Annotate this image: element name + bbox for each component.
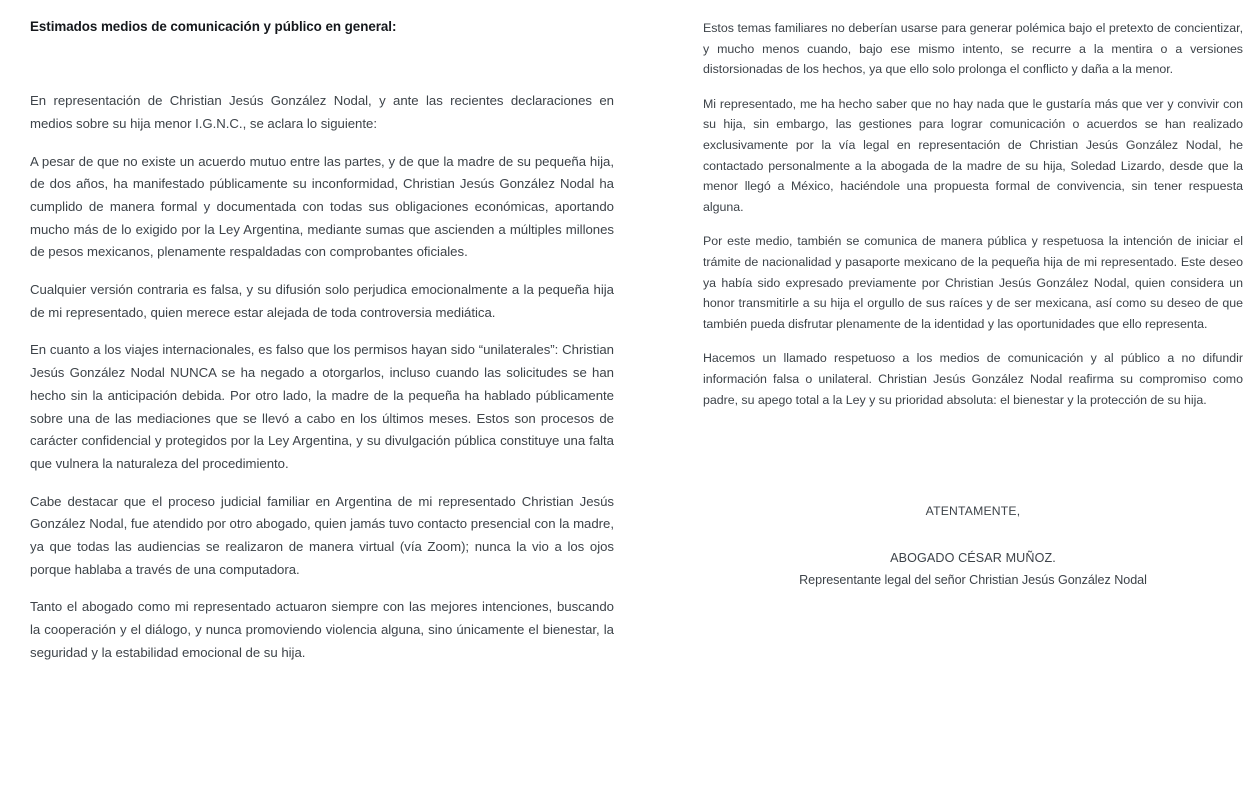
right-column (703, 0, 1243, 590)
paragraph: Tanto el abogado como mi representado actuaron siempre con las mejores intenciones, buscando la cooperación y el diálogo, y nunca promoviendo violencia alguna, sino únicamente el bienestar, la seguridad y la estabilidad emocional de su hija. (30, 599, 614, 660)
signature-name: ABOGADO CÉSAR MUÑOZ. (890, 550, 1056, 565)
paragraph: A pesar de que no existe un acuerdo mutuo entre las partes, y de que la madre de su pequeña hija, de dos años, ha manifestado públicamente su inconformidad, Christian Jesús González Nodal ha cumplido de manera formal y documentada con todas sus obligaciones económicas, aportando mucho más de lo exigido por la Ley Argentina, mediante sumas que ascienden a múltiples millones de pesos mexicanos, plenamente respaldadas con comprobantes oficiales. (30, 153, 614, 260)
paragraph: Por este medio, también se comunica de manera pública y respetuosa la intención de iniciar el trámite de nacionalidad y pasaporte mexicano de la pequeña hija de mi representado. Este deseo ya había sido expresado previamente por Christian Jesús González Nodal, quien considera un honor transmitirle a su hija el orgullo de sus raíces y de ser mexicana, así como su deseo de que también pueda disfrutar plenamente de la identidad y las oportunidades que ello representa. (703, 234, 1243, 331)
paragraph: Cabe destacar que el proceso judicial familiar en Argentina de mi representado Christian Jesús González Nodal, fue atendido por otro abogado, quien jamás tuvo contacto presencial con la madre, ya que todas las audiencias se realizaron de manera virtual (vía Zoom); nunca la vio a los ojos porque hablaba a través de una computadora. (30, 493, 614, 577)
paragraph: Hacemos un llamado respetuoso a los medios de comunicación y al público a no difundir información falsa o unilateral. Christian Jesús González Nodal reafirma su compromiso como padre, su apego total a la Ley y su prioridad absoluta: el bienestar y la protección de su hija. (703, 351, 1243, 407)
paragraph: En cuanto a los viajes internacionales, es falso que los permisos hayan sido “unilaterales”: Christian Jesús González Nodal NUNCA se ha negado a otorgarlos, incluso cuando las solicitudes se han hecho sin la anticipación debida. Por otro lado, la madre de la pequeña ha hablado públicamente sobre una de las mediaciones que se llevó a cabo en los últimos meses. Estos son procesos de carácter confidencial y protegidos por la Ley Argentina, y su divulgación pública constituye una falta que vulnera la naturaleza del procedimiento. (30, 342, 614, 471)
paragraph: Mi representado, me ha hecho saber que no hay nada que le gustaría más que ver y convivir con su hija, sin embargo, las gestiones para lograr comunicación o acuerdos se han realizado exclusivamente por la vía legal en representación de Christian Jesús González Nodal, he contactado personalmente a la abogada de la madre de su hija, Soledad Lizardo, desde que la menor llegó a México, haciéndole una propuesta formal de convivencia, sin tener respuesta alguna. (703, 96, 1243, 214)
signature-role: Representante legal del señor Christian Jesús González Nodal (799, 572, 1147, 587)
paragraph: Estos temas familiares no deberían usarse para generar polémica bajo el pretexto de concientizar, y mucho menos cuando, bajo ese mismo intento, se recurre a la mentira o a versiones distorsionadas de los hechos, ya que ello solo prolonga el conflicto y daña a la menor. (703, 21, 1243, 77)
paragraph: Cualquier versión contraria es falsa, y su difusión solo perjudica emocionalmente a la pequeña hija de mi representado, quien merece estar alejada de toda controversia mediática. (30, 282, 614, 320)
left-column (30, 0, 614, 665)
paragraph: En representación de Christian Jesús González Nodal, y ante las recientes declaraciones en medios sobre su hija menor I.G.N.C., se aclara lo siguiente: (30, 93, 614, 131)
signature-block (703, 502, 1243, 590)
document-heading: Estimados medios de comunicación y público en general: (30, 19, 397, 34)
signature-salutation: ATENTAMENTE, (925, 504, 1021, 519)
